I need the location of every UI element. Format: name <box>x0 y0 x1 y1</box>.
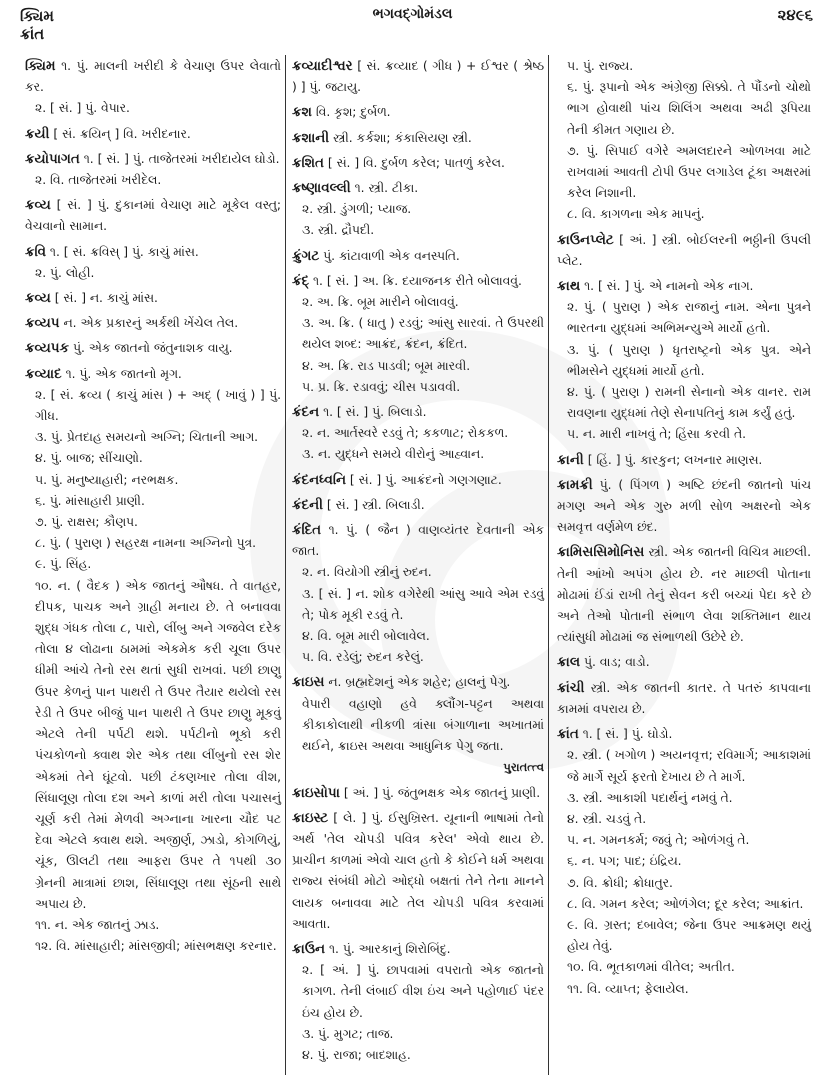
entry-sense <box>292 220 544 241</box>
headword: ક્રવિ <box>25 243 46 260</box>
headword: ક્રંદન <box>292 404 320 421</box>
entry-sense <box>292 1045 544 1066</box>
definition-text: [ સં. ક્રયિન્ ] વિ. ખરીદનાર. <box>53 126 191 141</box>
entry-first-line <box>557 542 811 648</box>
entry-first-line <box>292 246 544 267</box>
definition-text: ૨. સ્ત્રી. ડુંગળી; પ્યાજ. <box>302 202 412 217</box>
headword: ક્રાઇસ <box>292 674 325 691</box>
headword: ક્રવ્યાદ <box>25 365 62 382</box>
entry-sense <box>292 960 544 1024</box>
definition-text: ૧. પું. ( જૈન ) વાણવ્યંતર દેવતાની એક જાત. <box>292 523 544 559</box>
dictionary-entry <box>557 230 811 272</box>
definition-text: [ સં. ] સ્ત્રી. બિલાડી. <box>326 497 425 512</box>
dictionary-entry <box>292 470 544 491</box>
definition-text: વેપારી વહાણો હવે ક્લૌંગ-પટ્ટન અથવા કીકાકોલાથી નીકળી ત્રાંસા બંગાળાના અખાતમાં થઈને, ક્રાઇસ અથવા આધુનિક પેગુ જતા. <box>302 696 544 754</box>
entry-sense <box>25 491 281 512</box>
entry-sense <box>25 936 281 957</box>
entry-sense <box>292 444 544 465</box>
definition-text: [ લે. ] પું. ઈસુખ્રિસ્ત. યૂનાની ભાષામાં તેનો અર્થ 'તેલ ચોપડી પવિત્ર કરેલ' એવો થાય છે. પ્રાચીન કાળમાં એવો ચાલ હતો કે કોઈને ધર્મ અથવા રાજ્ય સંબંધી મોટો ઓદ્ધો બક્ષતાં તેને તેના માનને લાયક બનાવવા માટે તેલ ચોપડી પવિત્ર કરવામાં આવતા. <box>292 810 544 931</box>
entry-sense <box>557 745 811 787</box>
entry-first-line <box>25 124 281 145</box>
definition-text: ૧. પું. એક જાતનો મૃગ. <box>65 366 182 381</box>
definition-text: ૧૨. વિ. માંસાહારી; માંસજીવી; માંસભક્ષણ કરનાર. <box>35 939 277 954</box>
entry-first-line <box>557 678 811 720</box>
entry-sense <box>557 957 811 978</box>
headword: ક્રાલ <box>557 654 581 671</box>
dictionary-entry <box>292 783 544 804</box>
entry-first-line <box>557 450 811 471</box>
entry-sense <box>557 77 811 141</box>
headword: ક્રવ્ય <box>25 290 51 307</box>
dictionary-entry <box>25 364 281 958</box>
definition-text: ૧. [ સં. ] પું. એ નામનો એક નાગ. <box>584 279 754 294</box>
entry-sense <box>25 533 281 554</box>
definition-text: ૧૦. વિ. ભૂતકાળમાં વીતેલ; અતીત. <box>567 960 735 975</box>
entry-first-line <box>292 808 544 935</box>
headword: ક્રયોપાગત <box>25 150 80 167</box>
entry-sense <box>25 98 281 119</box>
dictionary-entry <box>557 724 811 1000</box>
definition-text: ૧. [ સં. ] અ. ક્રિ. દયાજનક રીતે બોલાવવું. <box>313 273 522 288</box>
dictionary-entry <box>292 271 544 398</box>
dictionary-entry <box>557 652 811 673</box>
definition-text: ૩. ન. યુદ્ધને સમયે વીરોનું આહ્વાન. <box>302 447 485 462</box>
entry-sense <box>292 199 544 220</box>
entry-sense <box>557 915 811 957</box>
entry-first-line <box>292 153 544 174</box>
entry-sense <box>557 141 811 205</box>
dictionary-entry <box>292 520 544 668</box>
definition-text: ૧. [ સં. ક્રવિસ્ ] પું. કાચું માંસ. <box>49 244 199 259</box>
headword: ક્રશિત <box>292 154 324 171</box>
entry-sense <box>292 694 544 758</box>
headword: ક્રામક્રી <box>557 476 593 493</box>
entry-sense <box>557 340 811 382</box>
definition-text: ૨. [ અં. ] પું. છાપવામાં વપરાતો એક જાતનો કાગળ. તેની લંબાઈ વીશ ઇંચ અને પહોળાઈ પંદર ઇંચ હોય છે. <box>302 963 544 1020</box>
definition-text: ૧. [ સં. ] પું. બિલાડો. <box>323 405 427 420</box>
definition-text: [ અં. ] પું. જંતુભક્ષક એક જાતનું પ્રાણી. <box>343 785 541 800</box>
entry-sense <box>25 448 281 469</box>
definition-text: પું. કાંટાવાળી એક વનસ્પતિ. <box>323 248 460 263</box>
entry-sense <box>25 915 281 936</box>
headword: ક્રાઉનપ્લેટ <box>557 231 614 248</box>
definition-text: ૨. અ. ક્રિ. બૂમ મારીને બોલાવવું. <box>302 295 459 310</box>
entry-sense <box>292 562 544 583</box>
definition-text: ૯. વિ. ગ્રસ્ત; દબાવેલ; જેના ઉપર આક્રમણ થયું હોય તેવું. <box>567 917 811 954</box>
entry-sense <box>557 873 811 894</box>
definition-text: ૩. અ. ક્રિ. ( ધાતુ ) રડવું; આંસુ સારવાં. તે ઉપરથી થયેલ શબ્દ: આક્રંદ, ક્રંદન, ક્રંદિત. <box>302 316 544 352</box>
entry-first-line <box>292 271 544 292</box>
definition-text: પું. એક જાતનો જંતુનાશક વાયુ. <box>73 341 233 356</box>
entry-sense <box>557 56 811 77</box>
definition-text: પું. વાડ; વાડો. <box>583 655 650 670</box>
definition-text: ૩. પું. મુગટ; તાજ. <box>302 1026 394 1041</box>
dictionary-entry <box>292 128 544 149</box>
entry-first-line <box>25 56 281 98</box>
dictionary-entry <box>25 56 281 120</box>
definition-text: ૭. વિ. ક્રોધી; ક્રોધાતુર. <box>567 875 673 890</box>
dictionary-entry <box>292 153 544 174</box>
entry-sense <box>25 554 281 575</box>
definition-text: ૧૧. વિ. વ્યાપ્ત; ફેલાયેલ. <box>567 981 689 996</box>
guide-word-last: ક્રાંત <box>20 25 45 43</box>
definition-text: ૩. [ સં. ] ન. શોક વગેરેથી આંસુ આવે એમ રડવું તે; પોક મૂકી રડવું તે. <box>302 586 544 622</box>
headword: ક્રવ્યપક <box>25 340 70 357</box>
dictionary-entry <box>25 124 281 145</box>
dictionary-entry <box>292 246 544 267</box>
entry-sense <box>292 584 544 626</box>
definition-text: ૧. [ સં. ] પું. તાજેતરમાં ખરીદાયેલ ઘોડો. <box>83 151 280 166</box>
column-divider-2 <box>548 55 549 1075</box>
definition-text: ૩. સ્ત્રી. દ્રૌપદી. <box>302 223 375 238</box>
definition-text: ૮. પું. ( પુરાણ ) સહરક્ષ નામના અગ્નિનો પુત્ર. <box>35 536 257 551</box>
entry-sense <box>557 204 811 225</box>
dictionary-entry <box>557 678 811 720</box>
headword: ક્રષ્ણાવલ્લી <box>292 180 351 197</box>
dictionary-entry <box>292 495 544 516</box>
definition-text: વિ. કૃશ; દુર્બળ. <box>315 105 391 120</box>
definition-text: ૨. પું. ( પુરાણ ) એક રાજાનું નામ. એના પુત્રને ભારતના યુદ્ધમાં અભિમન્યુએ માર્યો હતો. <box>567 300 811 336</box>
definition-text: ૪. પું. રાજા; બાદશાહ. <box>302 1047 411 1062</box>
definition-text: ૯. પું. સિંહ. <box>35 557 92 572</box>
headword: ક્યિમ <box>25 58 56 74</box>
entry-first-line <box>25 149 281 170</box>
entry-first-line <box>557 652 811 673</box>
entry-first-line <box>292 672 544 693</box>
headword: ક્રંદની <box>292 496 323 513</box>
dictionary-entry <box>25 242 281 284</box>
definition-text: ૨. [ સં. ક્રવ્ય ( કાચું માંસ ) + અદ્ ( ખાવું ) ] પું. ગીધ. <box>35 387 281 424</box>
entry-sense <box>25 427 281 448</box>
entry-sense <box>25 170 281 191</box>
dictionary-entry <box>25 288 281 309</box>
entry-first-line <box>25 364 281 385</box>
definition-text: [ સં. ક્રવ્યાદ ( ગીધ ) + ઈશ્વર ( શ્રેષ્ઠ ) ] પું. જટાયુ. <box>292 59 544 95</box>
entry-sense <box>292 292 544 313</box>
definition-text: [ સં. ] ન. કાચું માંસ. <box>54 291 158 306</box>
definition-text: ૭. પું. રાક્ષસ; કૌણપ. <box>35 515 138 530</box>
definition-text: ૩. પું. પ્રેતદાહ સમયનો અગ્નિ; ચિતાની આગ. <box>35 430 259 445</box>
entry-sense <box>557 851 811 872</box>
definition-text: [ સં. ] પું. દુકાનમાં વેચાણ માટે મૂકેલ વસ્તુ; વેચવાનો સામાન. <box>25 198 281 234</box>
definition-text: ૨. ન. આર્તસ્વરે રડવું તે; કકળાટ; રોકકળ. <box>302 426 509 441</box>
entry-first-line <box>25 288 281 309</box>
guide-word-first: ક્યિમ <box>20 7 54 25</box>
entry-sense <box>557 894 811 915</box>
dictionary-entry <box>557 542 811 648</box>
entry-sense <box>25 263 281 284</box>
dictionary-entry <box>292 178 544 242</box>
page-title: ભગવદ્ગોમંડલ <box>372 6 453 22</box>
headword: ક્રયી <box>25 125 50 142</box>
definition-text: ૬. પું. રૂપાનો એક અંગ્રેજી સિક્કો. તે પૌંડનો ચોથો ભાગ હોવાથી પાંચ શિલિંગ અથવા અઢી રૂપિયા તેની કીમત ગણાય છે. <box>567 80 811 137</box>
definition-text: ૪. વિ. બૂમ મારી બોલાવેલ. <box>302 629 430 644</box>
definition-text: ૪. પું. બાજ; સીંચાણો. <box>35 451 143 466</box>
column-right <box>557 56 811 1004</box>
definition-text: સ્ત્રી. એક જાતની કાતર. તે પતરું કાપવાના કામમાં વપરાય છે. <box>557 680 811 716</box>
definition-text: ન. બ્રહ્મદેશનું એક શહેર; હાલનું પેગુ. <box>328 675 511 690</box>
definition-text: ૨. ન. વિયોગી સ્ત્રીનું રુદન. <box>302 565 432 580</box>
definition-text: ૧૧. ન. એક જાતનું ઝાડ. <box>35 917 160 932</box>
headword: ક્રાંચી <box>557 679 585 696</box>
entry-first-line <box>557 230 811 272</box>
definition-text: [ હિં. ] પું. કારકુન; લખનાર માણસ. <box>587 452 763 467</box>
headword: ક્રાની <box>557 451 584 468</box>
headword: ક્રંદ્ <box>292 272 310 289</box>
entry-first-line <box>292 402 544 423</box>
dictionary-entry <box>25 149 281 191</box>
entry-sense <box>25 576 281 915</box>
dictionary-entry <box>557 276 811 446</box>
definition-text: [ અં. ] સ્ત્રી. બોઈલરની ભઠ્ઠીની ઉપલી પ્લેટ. <box>557 232 811 268</box>
entry-first-line <box>25 195 281 237</box>
entry-sense <box>25 385 281 427</box>
definition-text: સ્ત્રી. કર્કશા; કંકાસિયણ સ્ત્રી. <box>333 130 472 145</box>
column-divider-1 <box>285 55 286 1075</box>
dictionary-entry <box>292 102 544 123</box>
headword: ક્રંદિત <box>292 522 322 539</box>
definition-text: ૧. [ સં. ] પું. ઘોડો. <box>582 727 673 742</box>
entry-first-line <box>557 724 811 745</box>
entry-first-line <box>292 128 544 149</box>
entry-sense <box>292 313 544 355</box>
definition-text: ૪. પું. ( પુરાણ ) રામની સેનાનો એક વાનર. રામ રાવણના યુદ્ધમાં તેણે સેનાપતિનું કામ કર્યું હતું. <box>567 385 811 421</box>
dictionary-entry <box>25 338 281 359</box>
entry-sense <box>292 647 544 668</box>
headword: ક્રંદનધ્વનિ <box>292 471 346 488</box>
headword: ક્રવ્ય <box>25 197 51 214</box>
headword: ક્રશાની <box>292 129 330 146</box>
entry-sense <box>557 979 811 1000</box>
entry-sense <box>292 356 544 377</box>
entry-sense <box>557 830 811 851</box>
entry-first-line <box>557 475 811 539</box>
definition-text: ૮. વિ. ગમન કરેલ; ઓળંગેલ; દૂર કરેલ; આક્રાંત. <box>567 896 804 911</box>
headword: ક્રાઇસ્ટ <box>292 809 329 826</box>
definition-text: ૧. પું. માલની ખરીદી કે વેચાણ ઉપર લેવાતો કર. <box>25 59 281 95</box>
dictionary-entry <box>557 475 811 539</box>
definition-text: ૫. વિ. રડેલું; રુદન કરેલું. <box>302 650 424 665</box>
definition-text: ૬. પું. માંસાહારી પ્રાણી. <box>35 493 145 508</box>
definition-text: ૭. પું. સિપાઈ વગેરે અમલદારને ઓળખવા માટે રાખવામાં આવતી ટોપી ઉપર લગાડેલ ટૂંકા અક્ષરમાં કરેલ નિશાની. <box>567 143 811 201</box>
page-number: ૨૪૯૬ <box>777 6 813 24</box>
entry-sense <box>292 423 544 444</box>
definition-text: ૧૦. ન. ( વૈદક ) એક જાતનું ઔષધ. તે વાતહર, દીપક, પાચક અને ગ્રાહી મનાય છે. તે બનાવવા શુદ્ધ ગંધક તોલા ૮, પારો, લીંબુ અને ગજવેલ દરેક તોલા ૪ લોઢાના ઠામમાં એકમેક કરી ચૂલા ઉપર ધીમી આંચે તેનો રસ થતાં સુધી રાખવાં. પછી છાણુ ઉપર કેળનું પાન પાથરી તે ઉપર તૈયાર થયેલો રસ રેડી તે ઉપર બીજું પાન પાથરી તે ઉપર છાણુ મૂકવું એટલે તેની પર્પટી થશે. પર્પટીનો ભૂકો કરી પંચકોળનો ક્વાથ શેર એક તથા લીંબુનો રસ શેર એકમાં તેને ઘૂંટવો. પછી ટંકણખાર તોલા વીશ, સિંધાલૂણ તોલા દશ અને કાળાં મરી તોલા પચાસનું ચૂર્ણ કરી તેમાં મેળવી અગ્નાના ખારના ચૌદ પટ દેવા એટલે ક્વાથ થશે. અજીર્ણ, ઝાડો, કોગળિયું, ચૂંક, ઊલટી તથા આફરા ઉપર તે ૧૫થી ૩૦ ગ્રેનની માત્રામાં છાશ, સિંધાલૂણ તથા સૂંઠની સાથે અપાય છે. <box>35 578 281 911</box>
source-citation: પુરાતત્ત્વ <box>503 760 544 775</box>
entry-first-line <box>292 178 544 199</box>
headword: ક્રામિસસિમોનિસ <box>557 544 645 561</box>
definition-text: ૧. પું. આરકાનું શિરોબિંદુ. <box>329 941 451 956</box>
entry-first-line <box>292 520 544 562</box>
dictionary-entry <box>25 195 281 237</box>
definition-text: ૫. ન. મારી નાખવું તે; હિંસા કરવી તે. <box>567 427 747 442</box>
entry-sense <box>557 809 811 830</box>
entry-sense <box>25 512 281 533</box>
entry-first-line <box>292 470 544 491</box>
entry-sense <box>557 788 811 809</box>
definition-text: ૨. પું. લોહી. <box>35 265 95 280</box>
entry-first-line <box>25 313 281 334</box>
definition-text: ૫. પું. રાજ્ય. <box>567 59 634 73</box>
definition-text: ૪. અ. ક્રિ. રાડ પાડવી; બૂમ મારવી. <box>302 358 471 373</box>
headword: ક્રાંત <box>557 726 579 743</box>
headword: ક્રુંગટ <box>292 247 320 264</box>
headword: ક્રવ્યપ <box>25 315 60 332</box>
dictionary-entry <box>292 672 544 778</box>
definition-text: [ સં. ] પું. આક્રંદનો ગણગણાટ. <box>349 472 502 487</box>
entry-sense <box>557 297 811 339</box>
definition-text: ૪. સ્ત્રી. ચડવું તે. <box>567 811 647 826</box>
entry-first-line <box>292 56 544 98</box>
entry-first-line <box>557 276 811 297</box>
entry-first-line <box>292 939 544 960</box>
entry-sense <box>292 626 544 647</box>
headword: ક્રાથ <box>557 278 581 295</box>
definition-text: સ્ત્રી. એક જાતની વિચિત્ર માછલી. તેની આંખો અપંગ હોય છે. નર માછલી પોતાના મોઢામાં ઈંડાં રાખી તેનું સેવન કરી બચ્ચાં પેદા કરે છે અને તેઓ પોતાની સંભાળ લેવા શક્તિમાન થાય ત્યાંસુધી મોઢામાં જ સંભાળથી ઉછેરે છે. <box>557 545 811 645</box>
dictionary-entry <box>292 808 544 935</box>
definition-text: ૧. સ્ત્રી. ટીકા. <box>354 181 419 196</box>
definition-text: ૩. પું. ( પુરાણ ) ધૃતરાષ્ટ્રનો એક પુત્ર. એને ભીમસેને યુદ્ધમાં માર્યો હતો. <box>567 342 811 378</box>
definition-text: ૫. પ્ર. ક્રિ. રડાવવું; ચીસ પડાવવી. <box>302 379 461 394</box>
dictionary-entry <box>25 313 281 334</box>
definition-text: ૮. વિ. કાગળના એક માપનું. <box>567 207 705 222</box>
headword: ક્રાઉન <box>292 940 326 957</box>
dictionary-entry <box>557 56 811 226</box>
definition-text: ૬. ન. પગ; પાદ; ઇંદ્રિય. <box>567 854 682 869</box>
entry-sense <box>292 377 544 398</box>
definition-text: પું. ( પિંગળ ) અષ્ટિ છંદની જાતનો પાંચ મગણ અને એક ગુરુ મળી સોળ અક્ષરનો એક સમવૃત્ત વર્ણમેળ છંદ. <box>557 477 811 535</box>
definition-text: [ સં. ] વિ. દુર્બળ કરેલ; પાતળું કરેલ. <box>327 155 505 170</box>
entry-first-line <box>292 102 544 123</box>
headword: ક્રાઇસોપા <box>292 784 340 801</box>
definition-text: ૨. સ્ત્રી. ( ખગોળ ) અયનવૃત્ત; રવિમાર્ગ; આકાશમાં જે માર્ગે સૂર્ય ફરતો દેખાય છે તે માર્ગ. <box>567 748 811 784</box>
definition-text: ૩. સ્ત્રી. આકાશી પદાર્થનું નમવું તે. <box>567 790 733 805</box>
entry-sense <box>557 424 811 445</box>
dictionary-entry <box>557 450 811 471</box>
entry-first-line <box>25 242 281 263</box>
entry-sense <box>292 1024 544 1045</box>
definition-text: ન. એક પ્રકારનું અર્કથી ખેંચેલ તેલ. <box>63 316 239 331</box>
page-header <box>0 0 825 48</box>
entry-first-line <box>292 495 544 516</box>
definition-text: ૫. ન. ગમનકર્મ; જવું તે; ઓળંગવું તે. <box>567 833 750 848</box>
dictionary-entry <box>292 939 544 1066</box>
column-left <box>25 56 281 961</box>
definition-text: ૫. પું. મનુષ્યાહારી; નરભક્ષક. <box>35 472 179 487</box>
entry-sense <box>557 382 811 424</box>
entry-first-line <box>25 338 281 359</box>
definition-text: ૨. [ સં. ] પું. વેપાર. <box>35 101 130 116</box>
headword: ક્રવ્યાદીશ્વર <box>292 58 353 74</box>
headword: ક્રશ <box>292 104 312 121</box>
dictionary-entry <box>292 402 544 466</box>
dictionary-entry <box>292 56 544 98</box>
column-middle <box>292 56 544 1070</box>
definition-text: ૨. વિ. તાજેતરમાં ખરીદેલ. <box>35 173 162 188</box>
entry-sense <box>25 470 281 491</box>
entry-first-line <box>292 783 544 804</box>
